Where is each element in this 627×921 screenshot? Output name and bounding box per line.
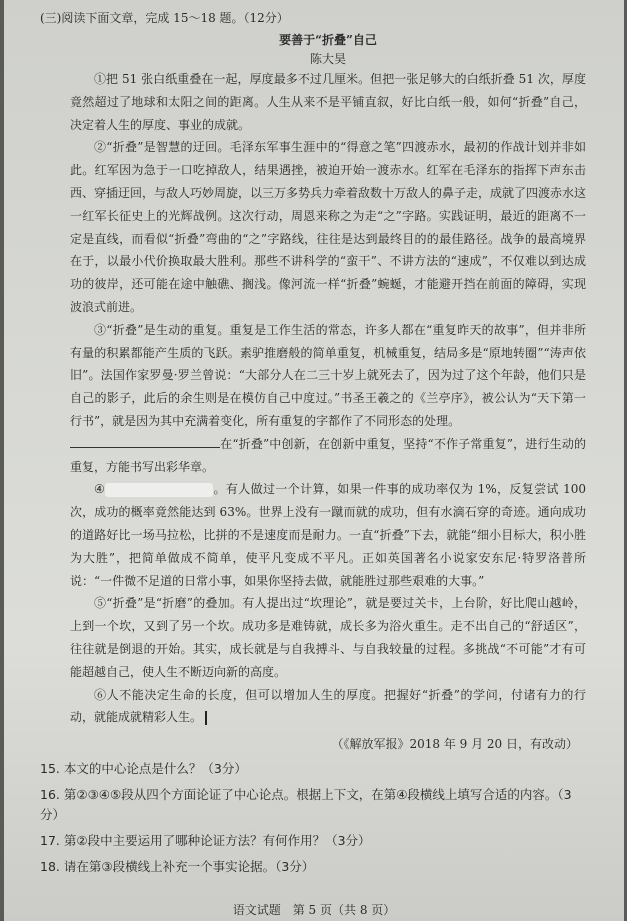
question-number: 17. [40,833,60,849]
paragraph-2: ②“折叠”是智慧的迂回。毛泽东军事生涯中的“得意之笔”四渡赤水，最初的作战计划并非如此。红军因为急于一口吃掉敌人，结果遇挫，被迫开始一渡赤水。红军在毛泽东的指挥下声东击西、穿插迂回，与敌人巧妙周旋，以三万多势兵力牵着敌数十万敌人的鼻子走，成就了四渡赤水这一红军长征史上的光辉战例。这次行动，周恩来称之为走“之”字路。实践证明，最近的距离不一定是直线，而看似“折叠”弯曲的“之”字路线，往往是达到最终目的的最佳路径。战争的最高境界在于，以最小代价换取最大胜利。那些不讲科学的“蛮干”、不讲方法的“速成”，不仅难以到达成功的彼岸，还可能在途中触礁、搁浅。像河流一样“折叠”蜿蜒，才能避开挡在前面的障碍，实现波浪式前进。 [70,140,587,314]
page-footer: 语文试题 第 5 页（共 8 页） [232,903,396,917]
question-text: 第②段中主要运用了哪种论证方法？有何作用？（3分） [63,833,371,849]
pen-mark [205,711,207,725]
paragraph-3: ③“折叠”是生动的重复。重复是工作生活的常态，许多人都在“重复昨天的故事”，但并非所有量的积累都能产生质的飞跃。素驴推磨般的简单重复，机械重复，结局多是“原地转圈”“涛声依旧”。法国作家罗曼·罗兰曾说：“大部分人在二三十岁上就死去了，因为过了这个年龄，他们只是自己的影子，此后的余生则是在模仿自己中度过。”书圣王羲之的《兰亭序》，被公认为“天下第一行书”，就是因为其中充满着变化，所有重复的字都作了不同形态的处理。 [70,322,586,428]
answer-blank-18[interactable] [70,433,220,448]
question-number: 18. [40,859,60,875]
question-17 [40,831,586,851]
paragraph-3-continuation [70,433,586,479]
question-text: 第②③④⑤段从四个方面论证了中心论点。根据上下文，在第④段横线上填写合适的内容。（3分） [40,787,572,823]
question-number: 15. [40,761,60,777]
article-source: （《解放军报》2018 年 9 月 20 日，有改动） [331,737,578,752]
paragraph-4-text: 。有人做过一个计算，如果一件事的成功率仅为 1%，反复尝试 100 次，成功的概率竟然能达到 63%。世界上没有一蹴而就的成功，但有水滴石穿的奇迹。通向成功的道路好比一场马拉松，比拼的不是速度而是耐力。一直“折叠”下去，就能“细小目标大，积小胜为大胜”，把简单做成不简单，使平凡变成不平凡。正如英国著名小说家安东尼·特罗洛普所说：“一件微不足道的日常小事，如果你坚持去做，就能胜过那些艰难的大事。” [70,482,586,588]
answer-blank-16[interactable] [105,483,213,497]
paragraph-3-tail: 在“折叠”中创新，在创新中重复，坚持“不作子常重复”，进行生动的重复，方能书写出彩华章。 [70,436,586,474]
exam-page [4,0,624,921]
paragraph-6 [70,684,586,730]
article-title: 要善于“折叠”自己 [279,33,377,47]
question-16 [40,785,586,825]
paragraph-1: ①把 51 张白纸重叠在一起，厚度最多不过几厘米。但把一张足够大的白纸折叠 51 次，厚度竟然超过了地球和太阳之间的距离。人生从来不是平铺直叙，好比白纸一般，如何“折叠”自己，决定着人生的厚度、事业的成就。 [70,72,586,132]
paragraph-4-marker: ④ [94,482,106,497]
paragraph-6-text: ⑥人不能决定生命的长度，但可以增加人生的厚度。把握好“折叠”的学问，付诸有力的行动，就能成就精彩人生。 [70,687,586,725]
paragraph-5: ⑤“折叠”是“折磨”的叠加。有人提出过“坎理论”，就是要过关卡，上台阶，好比爬山越岭，上到一个坎，又到了另一个坎。成功多是难铸就，成长多为浴火重生。走不出自己的“舒适区”，往往就是倒退的开始。其实，成长就是与自我搏斗、与自我较量的过程。多挑战“不可能”才有可能超越自己，使人生不断迈向新的高度。 [70,596,586,679]
section-heading: (三)阅读下面文章，完成 15～18 题。（12分） [40,11,289,25]
question-text: 请在第③段横线上补充一个事实论据。（3分） [63,859,315,875]
question-text: 本文的中心论点是什么？（3分） [63,761,247,777]
question-18 [40,857,586,877]
article-author: 陈大昊 [309,52,346,66]
paragraph-4 [70,478,586,592]
question-list [40,759,586,877]
question-15 [40,759,586,779]
question-number: 16. [40,787,60,803]
